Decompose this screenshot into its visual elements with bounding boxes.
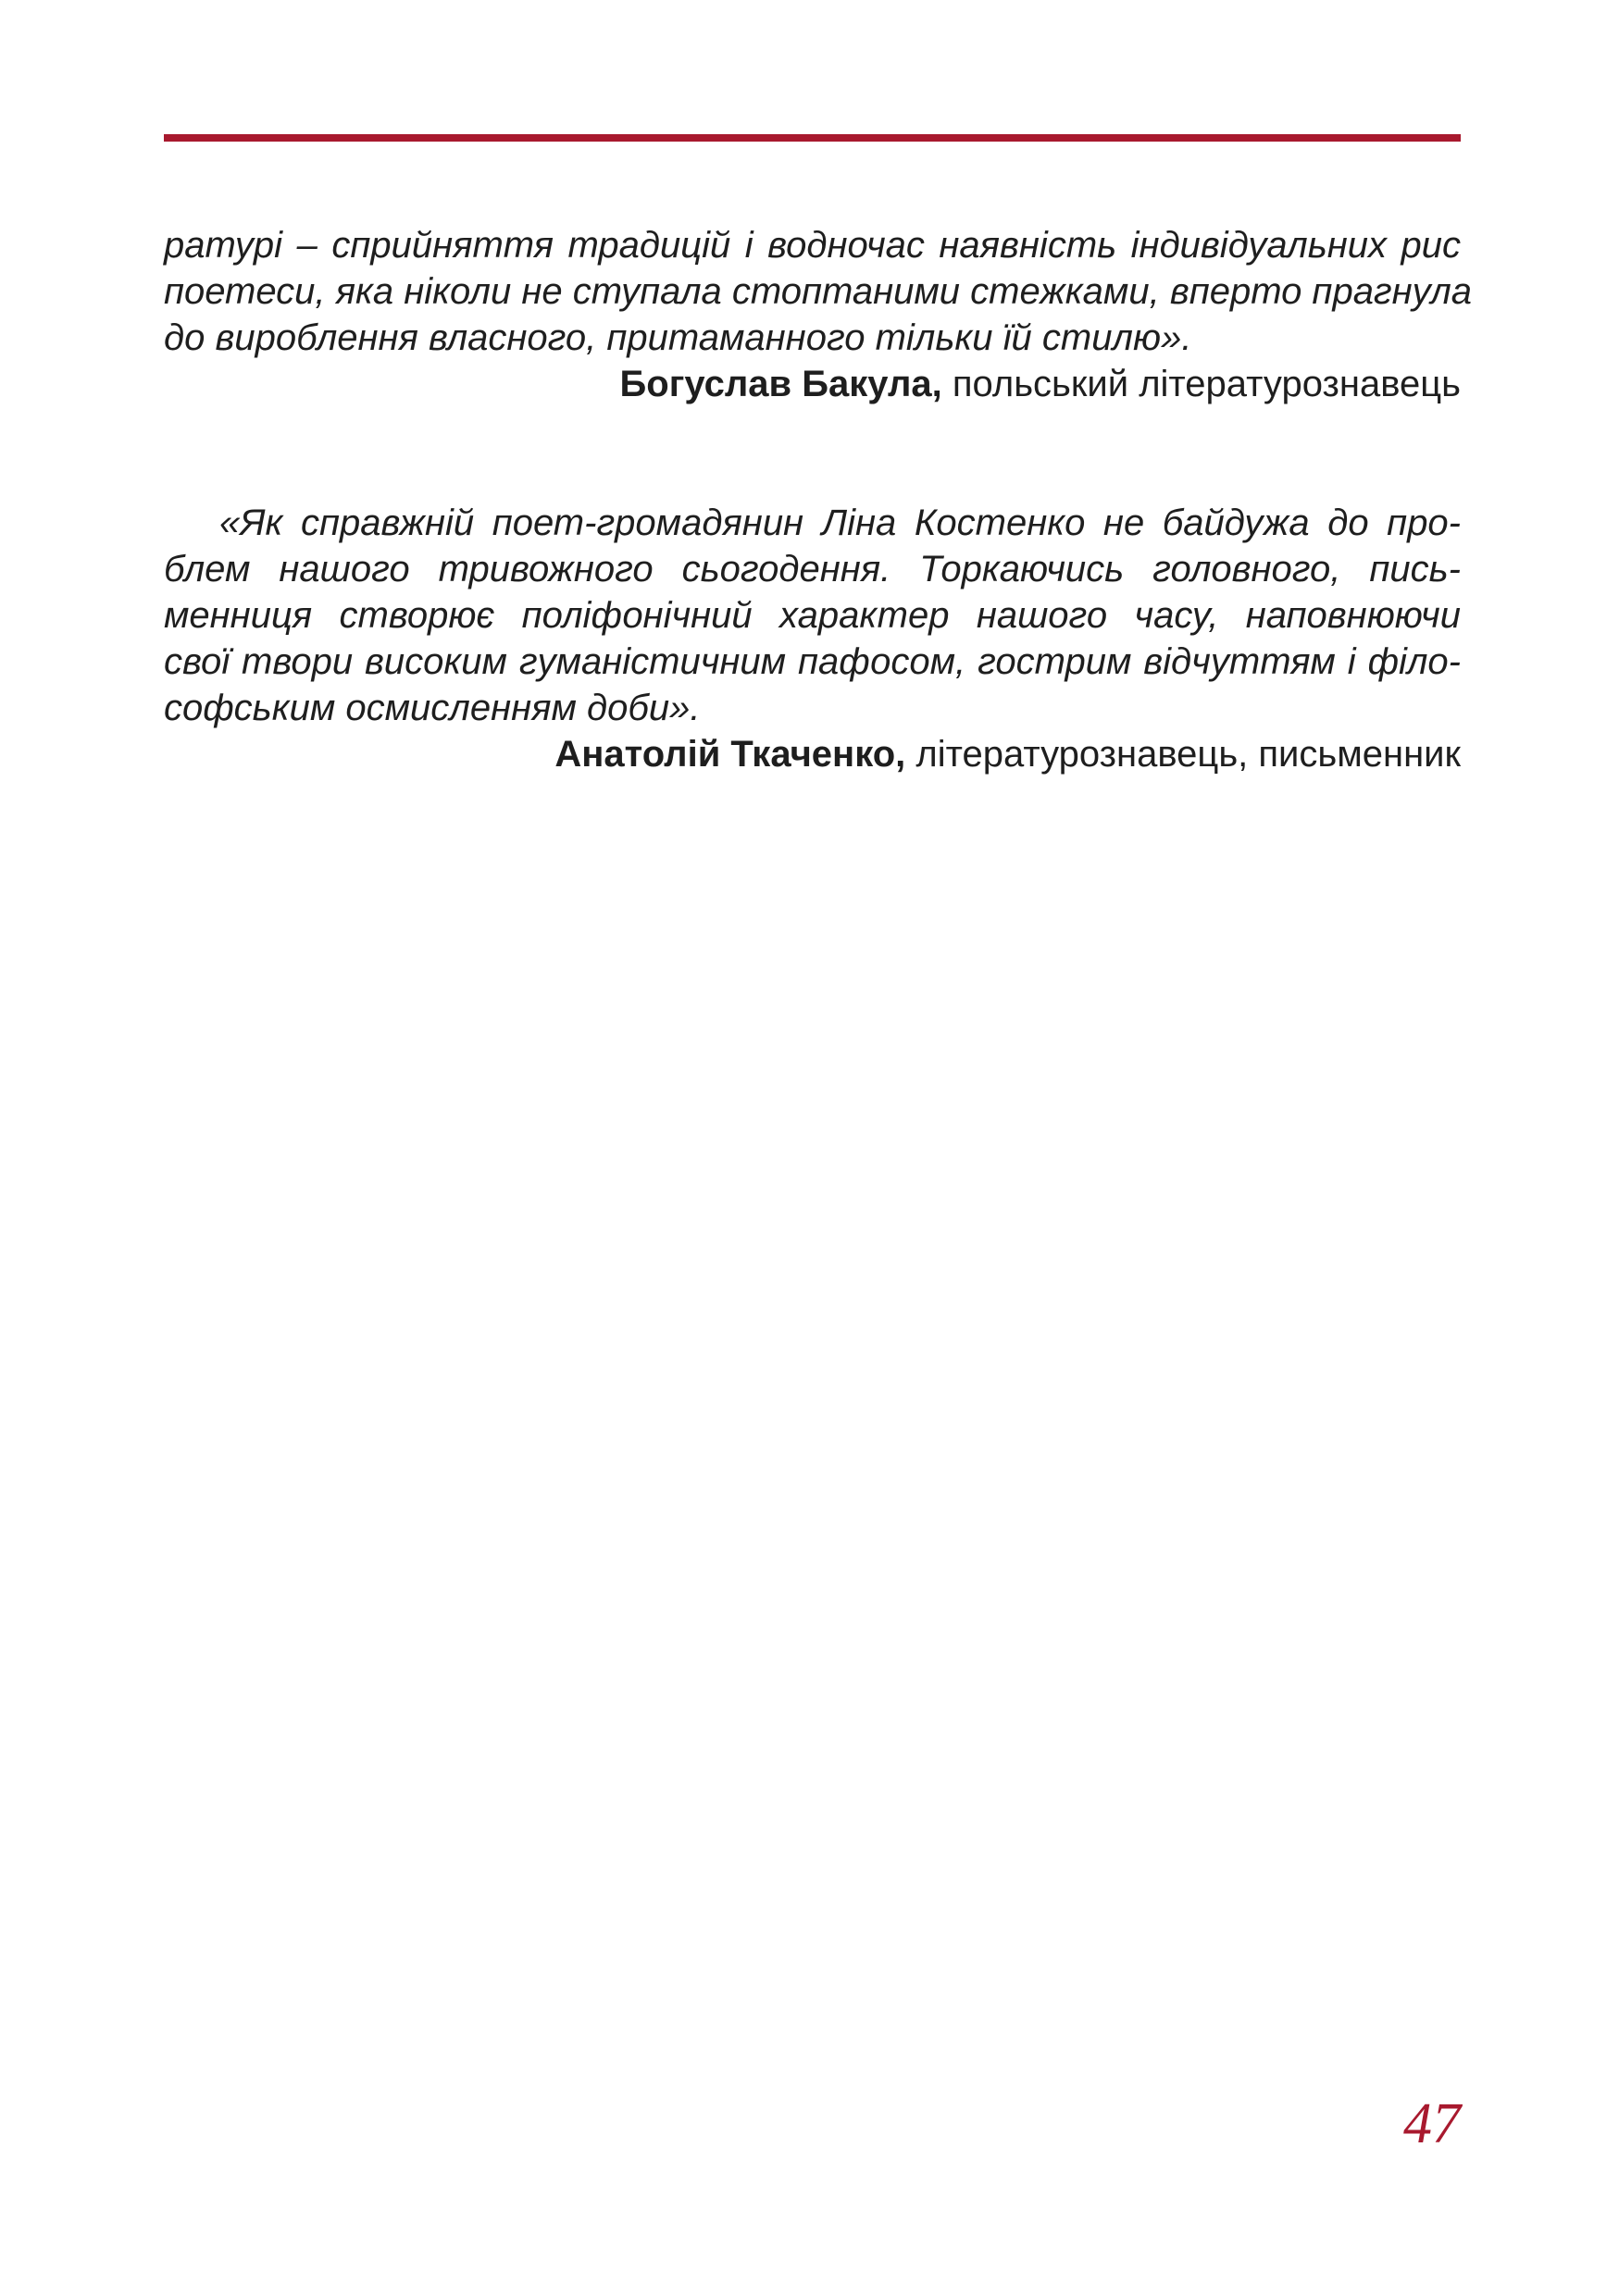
page-number: 47 — [1403, 2092, 1461, 2155]
quote-author-role: літературознавець, письменник — [905, 734, 1461, 775]
quote-author-role: польський літературознавець — [941, 364, 1461, 404]
quote-line: свої твори високим гуманістичним пафосом, гострим відчуттям і філо- — [164, 641, 1461, 682]
quote-attribution — [164, 731, 1461, 777]
quote-line: «Як справжній поет-громадянин Ліна Костенко не байдужа до про- — [219, 503, 1461, 543]
quote-bakula — [164, 222, 1473, 407]
quote-attribution — [164, 361, 1461, 407]
quote-line: софським осмисленням доби». — [164, 688, 701, 728]
quote-line: поетеси, яка ніколи не ступала стоптаними стежками, вперто прагнула — [164, 271, 1473, 312]
quote-line: менниця створює поліфонічний характер нашого часу, наповнюючи — [164, 595, 1461, 636]
quote-author: Анатолій Ткаченко, — [554, 734, 906, 775]
quote-line: до вироблення власного, притаманного тільки їй стилю». — [164, 317, 1192, 358]
header-rule — [164, 134, 1461, 142]
quote-line: блем нашого тривожного сьогодення. Торкаючись головного, пись- — [164, 549, 1461, 590]
quote-line: ратурі – сприйняття традицій і водночас наявність індивідуальних рис — [164, 225, 1461, 266]
quote-tkachenko — [164, 500, 1461, 777]
quote-author: Богуслав Бакула, — [619, 364, 942, 404]
